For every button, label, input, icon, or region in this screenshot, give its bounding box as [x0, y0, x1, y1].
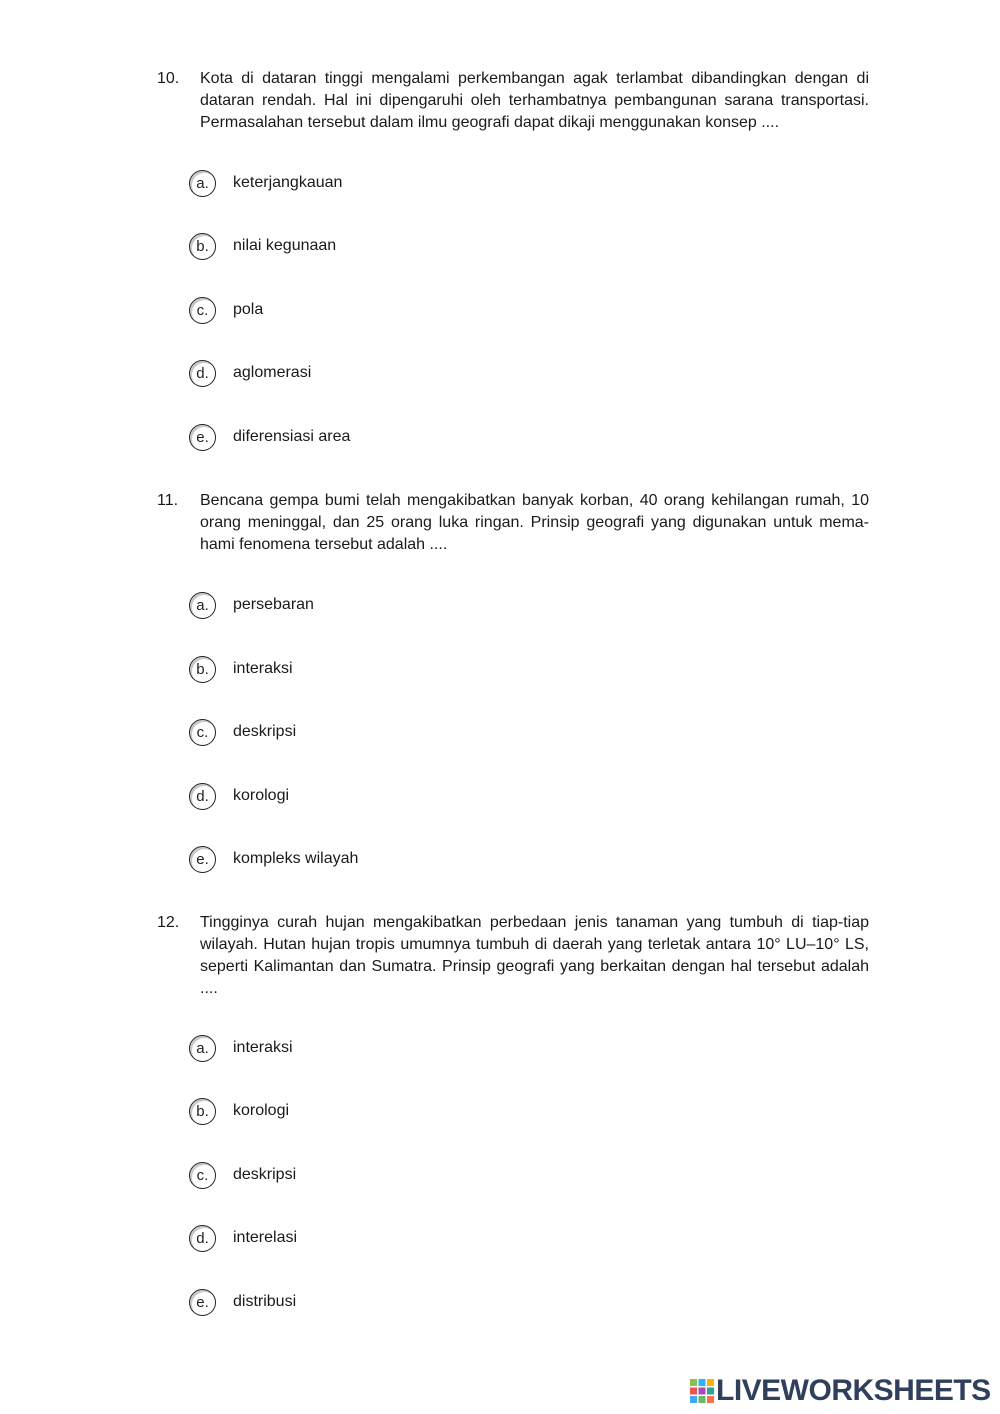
answer-bubble[interactable]: e.: [189, 1289, 216, 1316]
option-text: deskripsi: [233, 1166, 297, 1183]
question-12-option-d[interactable]: [189, 1222, 297, 1254]
option-text: interelasi: [233, 1229, 298, 1246]
question-12-option-e[interactable]: [189, 1286, 296, 1318]
answer-bubble[interactable]: c.: [189, 297, 216, 324]
question-12-option-b[interactable]: [189, 1095, 289, 1127]
answer-bubble[interactable]: d.: [189, 360, 216, 387]
answer-bubble[interactable]: a.: [189, 170, 216, 197]
option-text: keterjangkauan: [233, 174, 343, 191]
question-10-option-a[interactable]: [189, 167, 342, 199]
question-text: Bencana gempa bumi telah mengakibatkan banyak korban, 40 orang kehilangan rumah, 10 orang meninggal, dan 25 orang luka ringan. Prinsip geografi yang digunakan untuk mema-hami fenomena tersebut adalah ....: [200, 492, 869, 553]
question-12-option-c[interactable]: [189, 1159, 296, 1191]
liveworksheets-logo-icon: [690, 1379, 714, 1403]
option-text: interaksi: [233, 1039, 293, 1056]
option-text: deskripsi: [233, 723, 297, 740]
answer-bubble[interactable]: b.: [189, 233, 216, 260]
question-11-option-d[interactable]: [189, 780, 289, 812]
answer-bubble[interactable]: d.: [189, 1225, 216, 1252]
question-10-option-c[interactable]: [189, 294, 263, 326]
question-11-option-e[interactable]: [189, 843, 358, 875]
answer-bubble[interactable]: e.: [189, 846, 216, 873]
question-10-option-d[interactable]: [189, 357, 311, 389]
option-text: korologi: [233, 787, 290, 804]
question-11-option-a[interactable]: [189, 589, 314, 621]
question-11-option-b[interactable]: [189, 653, 293, 685]
answer-bubble[interactable]: e.: [189, 424, 216, 451]
answer-bubble[interactable]: b.: [189, 656, 216, 683]
question-text: Kota di dataran tinggi mengalami perkembangan agak terlambat dibandingkan dengan di dataran rendah. Hal ini dipengaruhi oleh terhambatnya pembangunan sarana transportasi. Permasalahan tersebut dalam ilmu geografi dapat dikaji menggunakan konsep ....: [200, 70, 869, 131]
question-11-option-c[interactable]: [189, 716, 296, 748]
question-10-option-b[interactable]: [189, 230, 336, 262]
answer-bubble[interactable]: a.: [189, 592, 216, 619]
brand-name: LIVEWORKSHEETS: [716, 1374, 991, 1407]
answer-bubble[interactable]: b.: [189, 1098, 216, 1125]
option-text: distribusi: [233, 1293, 297, 1310]
answer-bubble[interactable]: c.: [189, 1162, 216, 1189]
option-text: persebaran: [233, 596, 314, 613]
option-text: diferensiasi area: [233, 428, 351, 445]
option-text: interaksi: [233, 660, 293, 677]
liveworksheets-brand: [690, 1376, 991, 1406]
answer-bubble[interactable]: a.: [189, 1035, 216, 1062]
question-number: 12.: [157, 914, 180, 931]
answer-bubble[interactable]: c.: [189, 719, 216, 746]
question-text: Tingginya curah hujan mengakibatkan perbedaan jenis tanaman yang tumbuh di tiap-tiap wilayah. Hutan hujan tropis umumnya tumbuh di daerah yang terletak antara 10° LU–10° LS, seperti Kalimantan dan Sumatra. Prinsip geografi yang berkaitan dengan hal tersebut adalah ....: [200, 914, 869, 997]
option-text: korologi: [233, 1102, 290, 1119]
answer-bubble[interactable]: d.: [189, 783, 216, 810]
question-12-option-a[interactable]: [189, 1032, 293, 1064]
option-text: kompleks wilayah: [233, 850, 359, 867]
question-number: 10.: [157, 70, 180, 87]
option-text: nilai kegunaan: [233, 237, 337, 254]
option-text: pola: [233, 301, 264, 318]
option-text: aglomerasi: [233, 364, 312, 381]
question-number: 11.: [157, 492, 179, 509]
question-10-option-e[interactable]: [189, 421, 350, 453]
